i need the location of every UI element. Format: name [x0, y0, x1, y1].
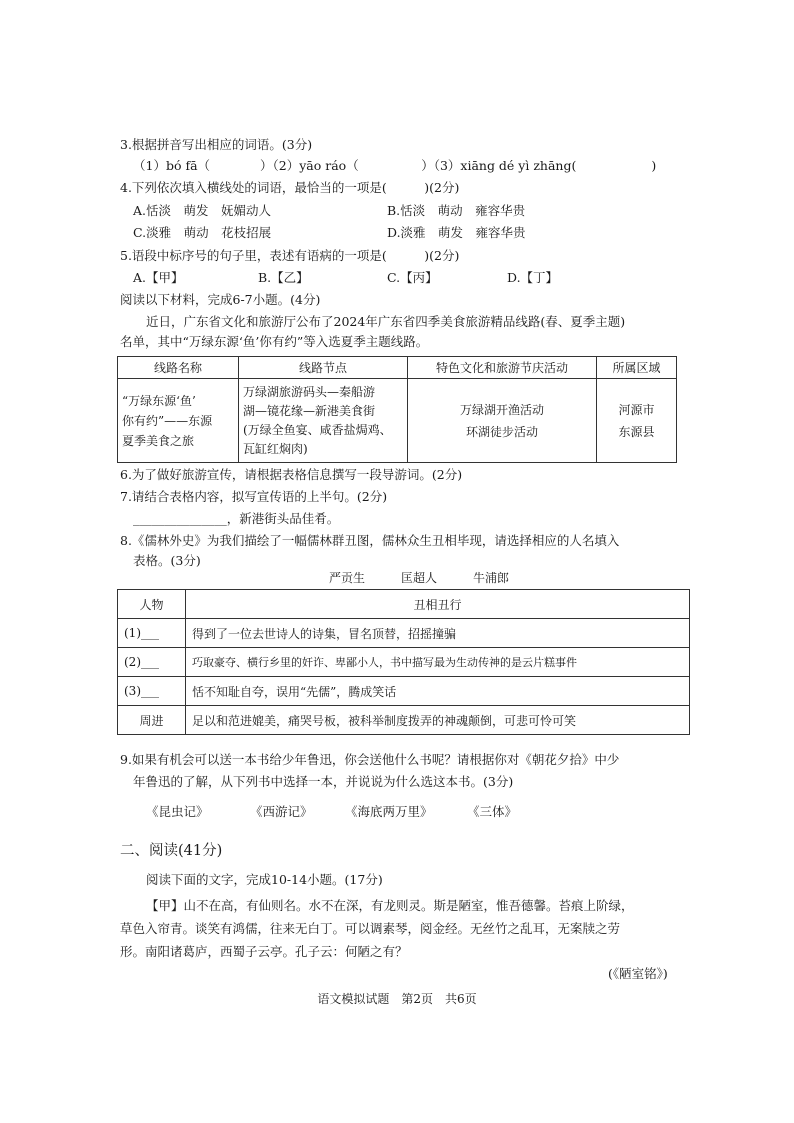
classical-text-source: (《陋室铭》)	[608, 966, 668, 981]
classical-text-line-2: 草色入帘青。谈笑有鸿儒，往来无白丁。可以调素琴，阅金经。无丝竹之乱耳，无案牍之劳	[120, 921, 621, 936]
route-name-line: 你有约”——东源	[122, 413, 213, 428]
character-person-cell: 周进	[118, 706, 186, 735]
q7-blank-line: _______________，新港街头品佳肴。	[133, 511, 340, 526]
q4-option-d: D.淡雅 萌发 雍容华贵	[387, 225, 526, 240]
classical-text-line-1: 【甲】山不在高，有仙则名。水不在深，有龙则灵。斯是陋室，惟吾德馨。苔痕上阶绿，	[146, 898, 634, 913]
q5-option-a: A.【甲】	[133, 270, 184, 285]
character-row	[118, 619, 690, 648]
section-2-heading: 二、阅读(41分)	[120, 843, 223, 859]
page-footer: 语文模拟试题 第2页 共6页	[317, 992, 477, 1006]
section-2-intro: 阅读下面的文字，完成10-14小题。(17分)	[146, 872, 383, 887]
route-region-line: 河源市	[618, 402, 655, 417]
q4-option-b: B.恬淡 萌动 雍容华贵	[387, 203, 526, 218]
route-node-line: (万绿全鱼宴、咸香盐焗鸡、	[243, 422, 392, 437]
q5-option-d: D.【丁】	[507, 270, 559, 285]
q7-text: 7.请结合表格内容，拟写宣传语的上半句。(2分)	[120, 489, 388, 504]
character-row	[118, 677, 690, 706]
character-row	[118, 706, 690, 735]
character-person-cell: (2)___	[118, 648, 186, 677]
character-header-person: 人物	[118, 590, 186, 619]
route-header-name: 线路名称	[118, 357, 239, 379]
q9-book-3: 《海底两万里》	[345, 804, 433, 819]
route-header-region: 所属区域	[597, 357, 677, 379]
q8-text-1: 8.《儒林外史》为我们描绘了一幅儒林群丑图，儒林众生丑相毕现，请选择相应的人名填入	[120, 533, 620, 548]
route-table-row	[118, 379, 677, 463]
q6-text: 6.为了做好旅游宣传，请根据表格信息撰写一段导游词。(2分)	[120, 467, 463, 482]
character-row	[118, 648, 690, 677]
character-table	[117, 589, 690, 735]
q3-items: （1）bó fā（ ）（2）yāo ráo（ ）（3）xiāng dé yì zhāng( )	[133, 158, 657, 173]
q5-option-c: C.【丙】	[387, 270, 438, 285]
q8-name-2: 匡超人	[401, 571, 438, 585]
q9-book-4: 《三体》	[467, 804, 518, 819]
character-table-header-row	[118, 590, 690, 619]
q5-option-b: B.【乙】	[258, 270, 309, 285]
q9-book-2: 《西游记》	[250, 804, 313, 819]
q9-book-1: 《昆虫记》	[146, 804, 209, 819]
character-person-cell: (3)___	[118, 677, 186, 706]
character-desc-cell: 足以和范进媲美，痛哭号板，被科举制度拨弄的神魂颠倒，可悲可怜可笑	[186, 706, 690, 735]
route-table	[117, 356, 677, 463]
reading-67-title: 阅读以下材料，完成6-7小题。(4分)	[120, 292, 321, 307]
q8-text-2: 表格。(3分)	[133, 553, 201, 568]
q4-option-c: C.淡雅 萌动 花枝招展	[133, 225, 272, 240]
classical-text-line-3: 形。南阳诸葛庐，西蜀子云亭。孔子云：何陋之有？	[120, 944, 408, 959]
route-name-line: “万绿东源‘鱼’	[122, 393, 196, 408]
character-desc-cell: 巧取豪夺、横行乡里的奸诈、卑鄙小人，书中描写最为生动传神的是云片糕事件	[186, 648, 690, 677]
q8-name-3: 牛浦郎	[473, 571, 510, 585]
route-header-activities: 特色文化和旅游节庆活动	[408, 357, 597, 379]
q5-title: 5.语段中标序号的句子里，表述有语病的一项是( )(2分)	[120, 248, 460, 263]
route-node-line: 瓦缸红焖肉)	[243, 441, 308, 456]
route-nodes-cell	[239, 379, 408, 463]
route-region-cell	[597, 379, 677, 463]
character-header-desc: 丑相丑行	[186, 590, 690, 619]
route-activities-cell	[408, 379, 597, 463]
character-desc-cell: 得到了一位去世诗人的诗集，冒名顶替，招摇撞骗	[186, 619, 690, 648]
reading-67-para2: 名单，其中“万绿东源‘鱼’你有约”等入选夏季主题线路。	[120, 334, 429, 349]
route-activity-line: 环湖徒步活动	[465, 424, 538, 439]
q9-text-2: 年鲁迅的了解，从下列书中选择一本，并说说为什么选这本书。(3分)	[133, 774, 514, 789]
route-activity-line: 万绿湖开渔活动	[459, 402, 544, 417]
route-table-header-row	[118, 357, 677, 379]
route-header-nodes: 线路节点	[239, 357, 408, 379]
q8-name-1: 严贡生	[329, 571, 366, 585]
route-region-line: 东源县	[618, 424, 655, 439]
q4-option-a: A.恬淡 萌发 妩媚动人	[133, 203, 272, 218]
route-node-line: 万绿湖旅游码头—秦船游	[243, 384, 376, 399]
route-name-line: 夏季美食之旅	[122, 433, 195, 448]
character-desc-cell: 恬不知耻自夸，误用“先儒”，腾成笑话	[186, 677, 690, 706]
character-person-cell: (1)___	[118, 619, 186, 648]
route-name-cell	[118, 379, 239, 463]
q9-text-1: 9.如果有机会可以送一本书给少年鲁迅，你会送他什么书呢？请根据你对《朝花夕拾》中少	[120, 752, 620, 767]
route-node-line: 湖—镜花缘—新港美食街	[243, 403, 376, 418]
reading-67-para1: 近日，广东省文化和旅游厅公布了2024年广东省四季美食旅游精品线路(春、夏季主题)	[146, 314, 626, 329]
q3-title: 3.根据拼音写出相应的词语。(3分)	[120, 137, 313, 152]
q4-title: 4.下列依次填入横线处的词语，最恰当的一项是( )(2分)	[120, 180, 460, 195]
